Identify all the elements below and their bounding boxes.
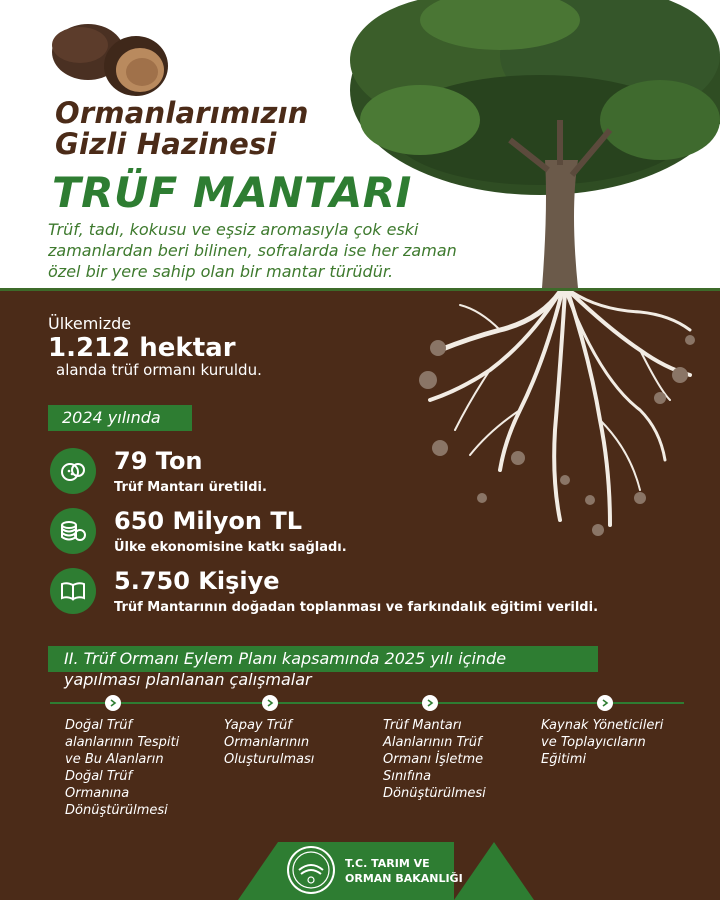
forest-amount: 1.212 hektar [48, 333, 236, 363]
chevron-right-icon [426, 699, 434, 707]
intro-line: zamanlardan beri bilinen, sofralarda ise her zaman [48, 241, 457, 260]
ministry-name-line1: T.C. TARIM VE [345, 857, 430, 870]
plan-heading-line2: yapılması planlanan çalışmalar [64, 670, 312, 689]
ministry-name-line2: ORMAN BAKANLIĞI [345, 872, 463, 885]
truffle-icon [50, 448, 96, 494]
subtitle-line1: Ormanlarımızın [55, 96, 309, 130]
plan-step-1: Doğal Trüf alanlarının Tespiti ve Bu Alanların Doğal Trüf Ormanına Dönüştürülmesi [65, 718, 180, 818]
main-title: TRÜF MANTARI [52, 168, 412, 217]
plan-step-3: Trüf Mantarı Alanlarının Trüf Ormanı İşletme Sınıfına Dönüştürülmesi [383, 718, 486, 801]
intro-line: Trüf, tadı, kokusu ve eşsiz aromasıyla çok eski [48, 220, 419, 239]
book-icon [50, 568, 96, 614]
stat-value: 650 Milyon TL [114, 507, 303, 535]
timeline-line [50, 702, 684, 704]
timeline-dot [105, 695, 121, 711]
tree-roots [430, 292, 690, 525]
ministry-logo [287, 846, 335, 894]
ground-line [0, 288, 720, 291]
stat-value: 79 Ton [114, 447, 203, 475]
plan-step-4: Kaynak Yöneticileri ve Toplayıcıların Eğitimi [541, 718, 664, 767]
forest-desc: alanda trüf ormanı kuruldu. [56, 361, 262, 379]
forest-intro: Ülkemizde [48, 314, 132, 333]
footer-band-right [454, 842, 534, 900]
stat-desc: Ülke ekonomisine katkı sağladı. [114, 540, 347, 555]
subtitle-line2: Gizli Hazinesi [55, 127, 277, 161]
stat-value: 5.750 Kişiye [114, 567, 280, 595]
subtitle [55, 98, 309, 160]
stat-desc: Trüf Mantarının doğadan toplanması ve farkındalık eğitimi verildi. [114, 600, 599, 615]
truffle-image [52, 24, 168, 96]
plan-heading-line1: II. Trüf Ormanı Eylem Planı kapsamında 2025 yılı içinde [64, 649, 507, 668]
timeline-dot [262, 695, 278, 711]
chevron-right-icon [266, 699, 274, 707]
tree-canopy [350, 0, 720, 195]
plan-step-2: Yapay Trüf Ormanlarının Oluşturulması [224, 718, 315, 767]
chevron-right-icon [109, 699, 117, 707]
timeline-dot [597, 695, 613, 711]
stat-desc: Trüf Mantarı üretildi. [114, 480, 267, 495]
tree-trunk [542, 160, 578, 288]
chevron-right-icon [601, 699, 609, 707]
timeline-dot [422, 695, 438, 711]
intro-line: özel bir yere sahip olan bir mantar türüdür. [48, 262, 394, 281]
coins-icon [50, 508, 96, 554]
intro-text [48, 219, 518, 282]
year-badge: 2024 yılında [48, 405, 192, 431]
